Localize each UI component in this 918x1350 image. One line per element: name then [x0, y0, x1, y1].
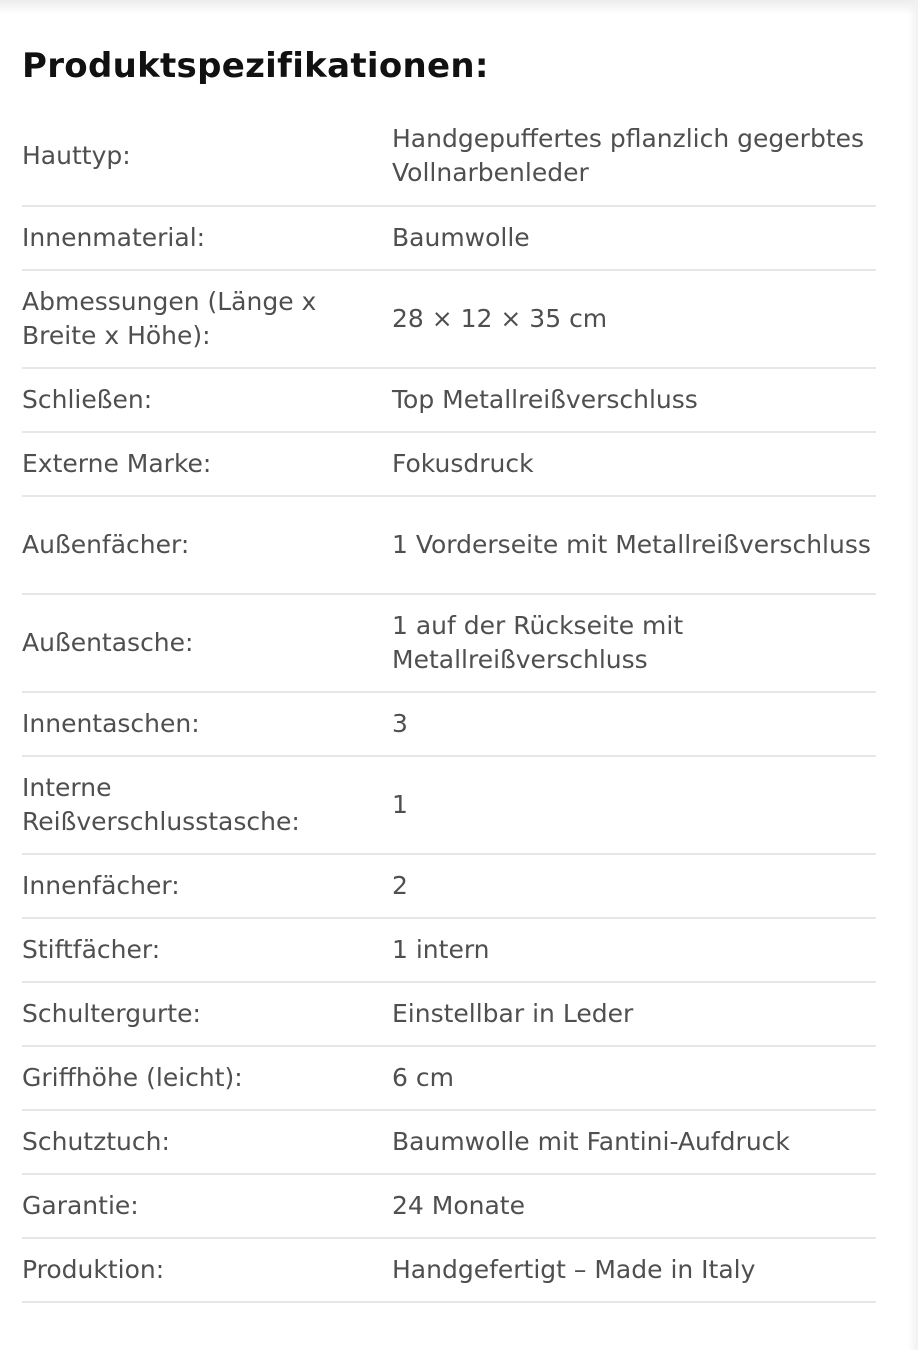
scrollbar[interactable] [908, 0, 918, 1350]
spec-label: Schutztuch: [22, 1127, 170, 1156]
spec-label: Innenfächer: [22, 871, 180, 900]
spec-label: Abmessungen (Länge x Breite x Höhe): [22, 287, 317, 350]
spec-value: 28 × 12 × 35 cm [392, 304, 608, 333]
spec-label: Griffhöhe (leicht): [22, 1063, 243, 1092]
spec-label: Interne Reißverschlusstasche: [22, 773, 300, 836]
spec-value: Baumwolle mit Fantini-Aufdruck [392, 1127, 790, 1156]
spec-row [22, 983, 876, 1047]
spec-label: Innentaschen: [22, 709, 200, 738]
spec-label: Produktion: [22, 1255, 165, 1284]
spec-row [22, 271, 876, 369]
spec-value: Einstellbar in Leder [392, 999, 634, 1028]
spec-row [22, 855, 876, 919]
spec-row [22, 433, 876, 497]
spec-row [22, 497, 876, 595]
spec-label: Außenfächer: [22, 530, 190, 559]
spec-value: 6 cm [392, 1063, 454, 1092]
spec-value: Handgepuffertes pflanzlich gegerbtes Vollnarbenleder [392, 124, 865, 187]
spec-label: Schließen: [22, 385, 153, 414]
spec-table [22, 107, 876, 1303]
spec-value: Baumwolle [392, 223, 530, 252]
top-shadow [0, 0, 918, 14]
spec-label: Innenmaterial: [22, 223, 206, 252]
spec-value: 1 Vorderseite mit Metallreißverschluss [392, 530, 871, 559]
spec-label: Stiftfächer: [22, 935, 161, 964]
spec-row [22, 1175, 876, 1239]
spec-row [22, 1047, 876, 1111]
spec-value: 1 [392, 790, 408, 819]
spec-value: 2 [392, 871, 408, 900]
spec-row [22, 693, 876, 757]
spec-row [22, 107, 876, 207]
spec-row [22, 207, 876, 271]
spec-row [22, 757, 876, 855]
spec-value: Fokusdruck [392, 449, 534, 478]
spec-label: Externe Marke: [22, 449, 212, 478]
spec-value: 3 [392, 709, 408, 738]
spec-row [22, 919, 876, 983]
spec-label: Garantie: [22, 1191, 139, 1220]
spec-value: 24 Monate [392, 1191, 525, 1220]
spec-label: Schultergurte: [22, 999, 201, 1028]
spec-value: Top Metallreißverschluss [392, 385, 698, 414]
spec-row [22, 1111, 876, 1175]
spec-value: Handgefertigt – Made in Italy [392, 1255, 756, 1284]
spec-row [22, 369, 876, 433]
spec-row [22, 1239, 876, 1303]
spec-value: 1 auf der Rückseite mit Metallreißverschluss [392, 611, 684, 674]
spec-row [22, 595, 876, 693]
spec-label: Außentasche: [22, 628, 194, 657]
page-title: Produktspezifikationen: [22, 46, 489, 86]
spec-value: 1 intern [392, 935, 490, 964]
spec-label: Hauttyp: [22, 141, 131, 170]
